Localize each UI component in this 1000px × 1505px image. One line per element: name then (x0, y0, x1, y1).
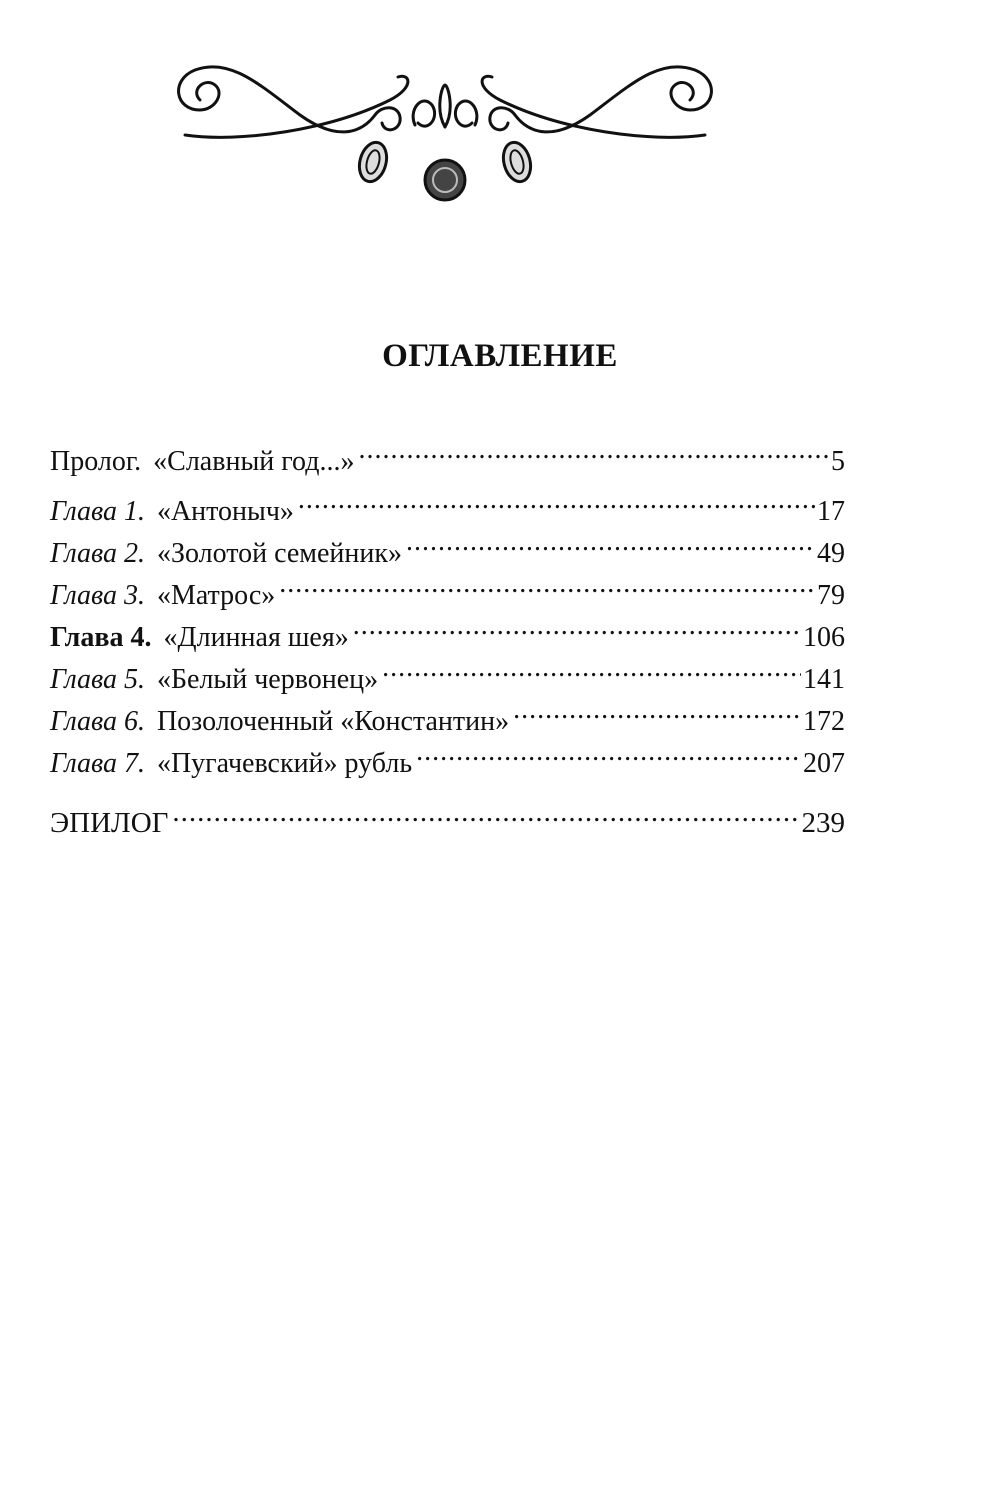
toc-entry-title: «Длинная шея» (163, 622, 349, 653)
toc-entry-prologue (50, 430, 845, 477)
leader-dots (298, 480, 815, 520)
toc-entry-page: 106 (803, 622, 845, 653)
page-title: ОГЛАВЛЕНИЕ (382, 338, 618, 374)
leader-dots (406, 522, 815, 562)
toc-entry-label: Глава 4. (50, 622, 152, 653)
toc-entry-label: Глава 2. (50, 538, 145, 569)
toc-entry-label: Пролог. (50, 446, 142, 477)
toc-entry-title: ЭПИЛОГ (50, 807, 169, 839)
leader-dots (416, 732, 801, 772)
leader-dots (279, 564, 815, 604)
toc-entry-label: Глава 6. (50, 706, 145, 737)
leader-dots (353, 606, 801, 646)
leader-dots (172, 792, 799, 832)
toc-entry-page: 5 (831, 446, 845, 477)
toc-entry-title: «Антоныч» (156, 496, 294, 527)
toc-entry-title: Позолоченный «Константин» (156, 706, 510, 737)
toc-entry-chapter-3 (50, 564, 845, 611)
toc-entry-epilog (50, 792, 845, 839)
toc-entry-label: Глава 7. (50, 748, 145, 779)
toc-entry-page: 49 (817, 538, 845, 569)
toc-entry-chapter-5 (50, 648, 845, 695)
toc-entry-label: Глава 5. (50, 664, 145, 695)
leader-dots (382, 648, 801, 688)
toc-entry-title: «Белый червонец» (156, 664, 379, 695)
toc-entry-page: 79 (817, 580, 845, 611)
toc-entry-label: Глава 3. (50, 580, 145, 611)
toc-entry-chapter-2 (50, 522, 845, 569)
leader-dots (513, 690, 801, 730)
toc-entry-title: «Золотой семейник» (156, 538, 402, 569)
toc-entry-label: Глава 1. (50, 496, 145, 527)
toc-entry-page: 141 (803, 664, 845, 695)
toc-entry-chapter-1 (50, 480, 845, 527)
toc-entry-page: 207 (803, 748, 845, 779)
toc-entry-chapter-7 (50, 732, 845, 779)
toc-entry-page: 239 (801, 807, 845, 839)
toc-entry-title: «Пугачевский» рубль (156, 748, 413, 779)
toc-entry-title: «Славный год...» (153, 446, 355, 477)
toc-entry-page: 172 (803, 706, 845, 737)
toc-entry-title: «Матрос» (156, 580, 276, 611)
toc-entry-chapter-6 (50, 690, 845, 737)
toc-entry-chapter-4 (50, 606, 845, 653)
leader-dots (358, 430, 829, 470)
ornament-icon (160, 55, 730, 225)
toc-entry-page: 17 (817, 496, 845, 527)
